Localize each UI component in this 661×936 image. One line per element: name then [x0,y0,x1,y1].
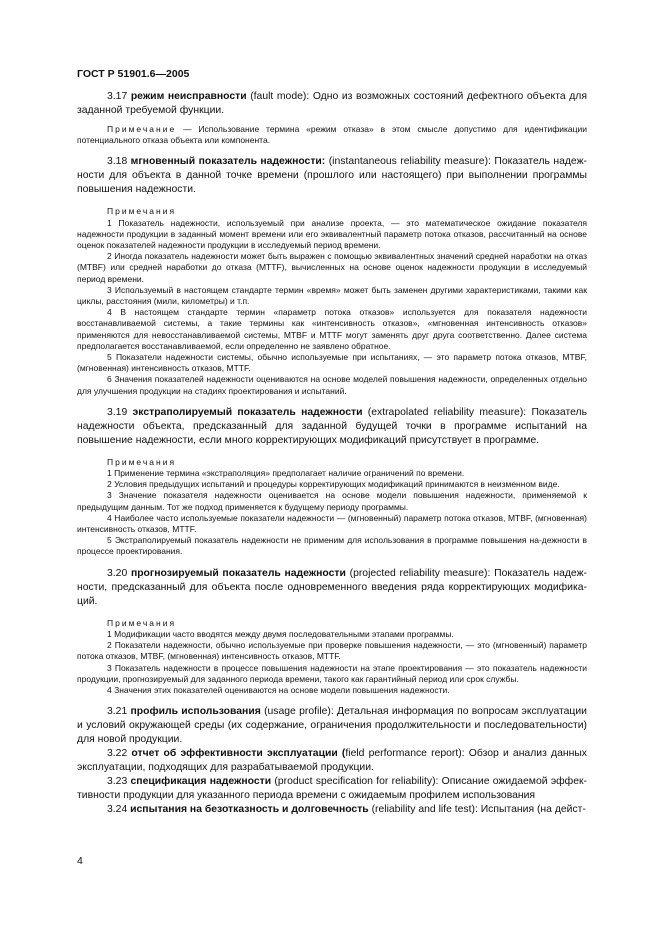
section-3-22 [77,747,587,775]
section-3-20 [77,567,587,609]
section-3-23 [77,775,587,803]
term-title: режим неисправности [130,91,247,102]
notes-heading: Примечания [107,617,177,628]
term-title: экстраполируемый показатель надежности [132,406,363,418]
notes-heading: Примечания [107,206,177,217]
note-item: 1 Модификации часто вводятся между двумя последовательными этапами программы. [107,628,454,639]
section-3-18 [77,155,587,197]
document-body [77,90,587,817]
section-3-19 [77,406,587,448]
term-definition: (instantaneous reliability measure): Показатель надеж-ности для объекта в данной точке времени (прошлого или настоящего) при выполнении программы повышения надежности. [77,156,587,196]
note-item: 2 Иногда показатель надежности может быть выражен с помощью эквивалентных значений средней наработки на отказ (MTBF) или средней наработки до отказа (MTTF), вычисленных на основе оценок надежности продукции в исследуемый период времени. [77,251,587,284]
term-title: мгновенный показатель надежности: [130,156,326,168]
note-item: 4 Значения этих показателей оцениваются на основе модели повышения надежности. [107,684,450,695]
term-title: спецификация надежности [130,776,272,788]
note-item: 3 Показатель надежности в процессе повышения надежности на этапе проектирования — это показатель надежности продукции, прогнозируемый для заданного периода времени, такого как гарантийный период или срок службы. [77,662,587,684]
section-number: 3.24 [107,804,128,816]
note-item: 2 Показатели надежности, обычно используемые при проверке повышения надежности, — это (мгновенный) параметр потока отказов, MTBF, (мгновенная) интенсивность отказов, MTTF. [77,640,587,662]
term-definition: (extrapolated reliability measure): Показатель надежности объекта, предсказанный для заданной будущей точки в программе испытаний на повышение надежности, если много корректирующих модификаций присутствует в программе. [77,406,588,446]
term-definition: (fault mode): Одно из возможных состояний дефектного объекта для заданной требуемой функции. [77,91,587,116]
note-item: 3 Используемый в настоящем стандарте термин «время» может быть заменен другими характеристиками, такими как циклы, расстояния (мили, километры) и т.п. [77,284,587,307]
section-number: 3.21 [107,706,128,718]
term-definition: (product specification for reliability): Описание ожидаемой эффек-тивности продукции для указанного периода времени с ожидаемым профилем использования [77,776,587,802]
note-item: 5 Экстраполируемый показатель надежности не применим для использования в программе повышения на-дежности в процессе проектирования. [77,535,587,557]
notes-heading: Примечания [107,456,177,467]
section-number: 3.20 [107,567,128,579]
term-definition: (usage profile): Детальная информация по вопросам эксплуатации и условий окружающей среды (их содержание, ограничения продолжительности и последовательности) для новой продукции. [77,706,587,746]
note-item: 5 Показатели надежности системы, обычно используемые при испытаниях, — это параметр потока отказов, MTBF, (мгновенная) интенсивность отказов, MTTF. [77,352,587,374]
note-item: 1 Показатель надежности, используемый при анализе проекта, — это математическое ожидание показателя надежности продукции в заданный момент времени или его эквивалентный параметр потока отказов, рассчитанный на основе оценок показателей надежности продукции в исследуемый период времени. [77,217,587,251]
section-3-24 [77,803,587,817]
page-number: 4 [77,855,83,867]
section-number: 3.19 [107,406,128,418]
section-3-21 [77,705,587,747]
note-item: 2 Условия предыдущих испытаний и процедуры корректирующих модификаций принимаются в неизменном виде. [107,479,560,490]
term-definition: (reliability and life test): Испытания (на дейст- [368,804,586,816]
note-item: 6 Значения показателей надежности оцениваются на основе моделей повышения надежности, определенных отдельно для улучшения продукции на стадиях проектирования и испытаний. [77,374,587,396]
term-definition: field performance report): Обзор и анализ данных эксплуатации, подходящих для разрабатываемой продукции. [77,748,587,774]
term-title: отчет об эффективности эксплуатации ( [131,748,346,760]
note-text: — Использование термина «режим отказа» в этом смысле допустимо для идентификации потенциального отказа объекта или компонента. [77,124,587,146]
note-3-17 [77,124,587,146]
term-title: профиль использования [130,706,261,718]
term-definition: (projected reliability measure): Показатель надеж-ности, предсказанный для объекта после одновременного введения ряда корректирующих модифика-ций. [77,567,587,607]
note-item: 4 Наиболее часто используемые показатели надежности — (мгновенный) параметр потока отказов, MTBF, (мгновенная) интенсивность отказов, MTTF. [77,512,587,535]
section-3-17 [77,90,587,118]
section-number: 3.17 [107,91,128,102]
note-item: 4 В настоящем стандарте термин «параметр потока отказов» используется для показателя надежности восстанавливаемой системы, а такие термины как «интенсивность отказов», «мгновенная интенсивность отказов» применяются для невосстанавливаемой системы, MTBF и MTTF могут заменять друг друга соответственно. Далее система предполагается восстанавливаемой, если определенно не заявлено обратное. [77,307,587,351]
term-title: прогнозируемый показатель надежности [130,567,346,579]
section-number: 3.18 [107,156,128,168]
note-item: 1 Применение термина «экстраполяция» предполагает наличие ограничений по времени. [107,468,465,479]
page-header: ГОСТ Р 51901.6—2005 [77,68,190,80]
term-title: испытания на безотказность и долговечность [130,804,369,816]
note-item: 3 Значение показателя надежности оценивается на основе модели повышения надежности, применяемой к предыдущим данным. Тот же подход применяется к будущему периоду программы. [77,490,587,512]
section-number: 3.23 [107,776,128,788]
section-number: 3.22 [107,748,128,760]
note-label: Примечание [107,124,177,134]
